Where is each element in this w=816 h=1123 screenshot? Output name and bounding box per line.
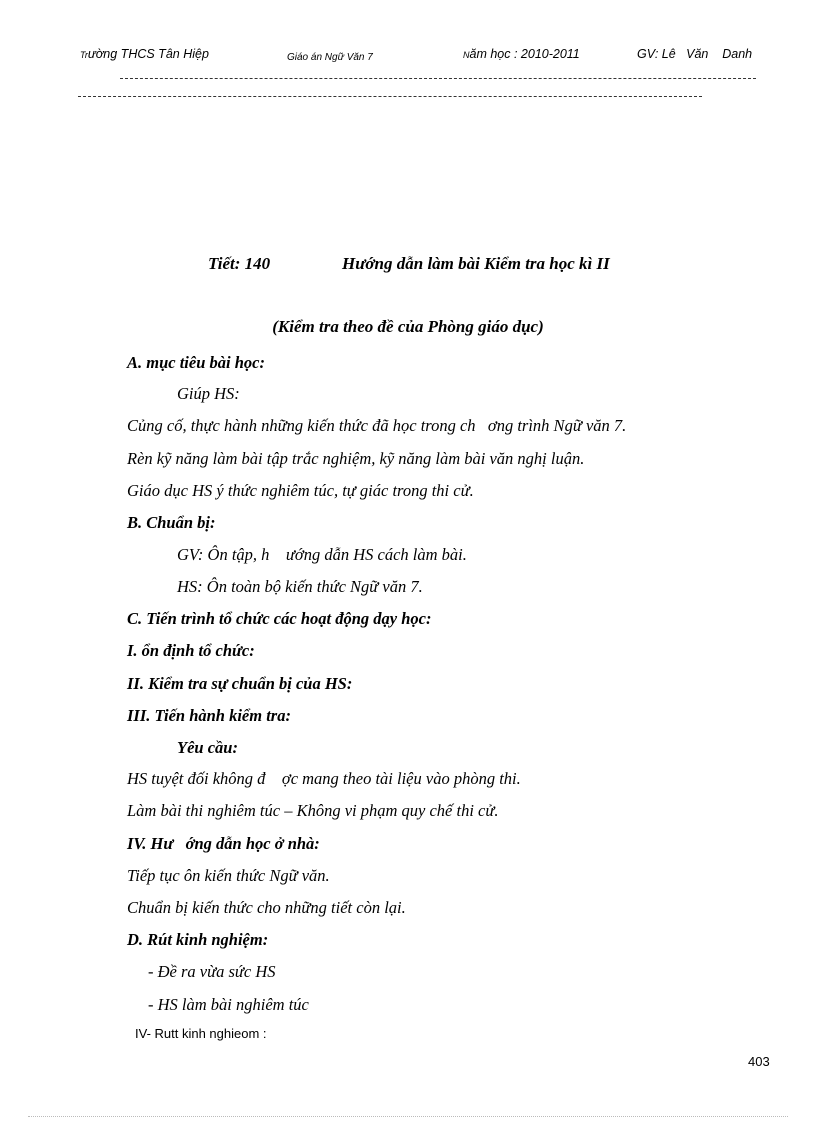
header-divider-bottom [78,96,702,97]
header-subject-text: Giáo án Ngữ Văn 7 [287,52,373,63]
header-school [80,47,209,61]
lesson-title: Hướng dẫn làm bài Kiểm tra học kì II [342,254,610,273]
section-a-heading: A. mục tiêu bài học: [127,353,265,372]
page-bottom-border [28,1116,788,1117]
header-teacher: GV: Lê Văn Danh [637,47,753,61]
header-year-prefix: N [463,50,470,60]
body-line: Giúp HS: [177,384,240,403]
header-school-rest: ường THCS Tân Hiệp [87,47,209,61]
section-c-heading: C. Tiến trình tổ chức các hoạt động dạy học: [127,609,432,628]
body-line: HS: Ôn toàn bộ kiến thức Ngữ văn 7. [177,577,423,596]
lesson-subtitle: (Kiểm tra theo đề của Phòng giáo dục) [272,317,544,336]
lesson-number: Tiết: 140 [208,254,271,273]
body-line: - HS làm bài nghiêm túc [148,995,309,1014]
section-iv-heading: IV. Hư ớng dẫn học ở nhà: [127,834,320,853]
body-line: HS tuyệt đối không đ ợc mang theo tài liệu vào phòng thi. [127,769,521,788]
header-divider-top [120,78,756,79]
header-subject [287,52,373,63]
section-ii-heading: II. Kiểm tra sự chuẩn bị của HS: [127,674,353,693]
body-line: Làm bài thi nghiêm túc – Không vi phạm quy chế thi cử. [127,801,499,820]
section-iii-heading: III. Tiến hành kiểm tra: [127,706,291,725]
page-number: 403 [748,1054,770,1069]
header-year-rest: ăm học : 2010-2011 [469,47,580,61]
body-line: Chuẩn bị kiến thức cho những tiết còn lại. [127,898,406,917]
requirements-heading: Yêu cầu: [177,738,238,757]
body-line: - Đề ra vừa sức HS [148,962,276,981]
section-i-heading: I. ổn định tổ chức: [127,641,255,660]
section-d-heading: D. Rút kinh nghiệm: [127,930,269,949]
header-year [463,47,580,61]
body-line: Tiếp tục ôn kiến thức Ngữ văn. [127,866,330,885]
footer-note: IV- Rutt kinh nghieom : [135,1026,267,1041]
body-line: GV: Ôn tập, h ướng dẫn HS cách làm bài. [177,545,467,564]
header-school-prefix: Tr [80,50,88,60]
body-line: Củng cố, thực hành những kiến thức đã học trong ch ơng trình Ngữ văn 7. [127,416,627,435]
section-b-heading: B. Chuẩn bị: [127,513,216,532]
body-line: Giáo dục HS ý thức nghiêm túc, tự giác trong thi cử. [127,481,474,500]
body-line: Rèn kỹ năng làm bài tập trắc nghiệm, kỹ năng làm bài văn nghị luận. [127,449,585,468]
